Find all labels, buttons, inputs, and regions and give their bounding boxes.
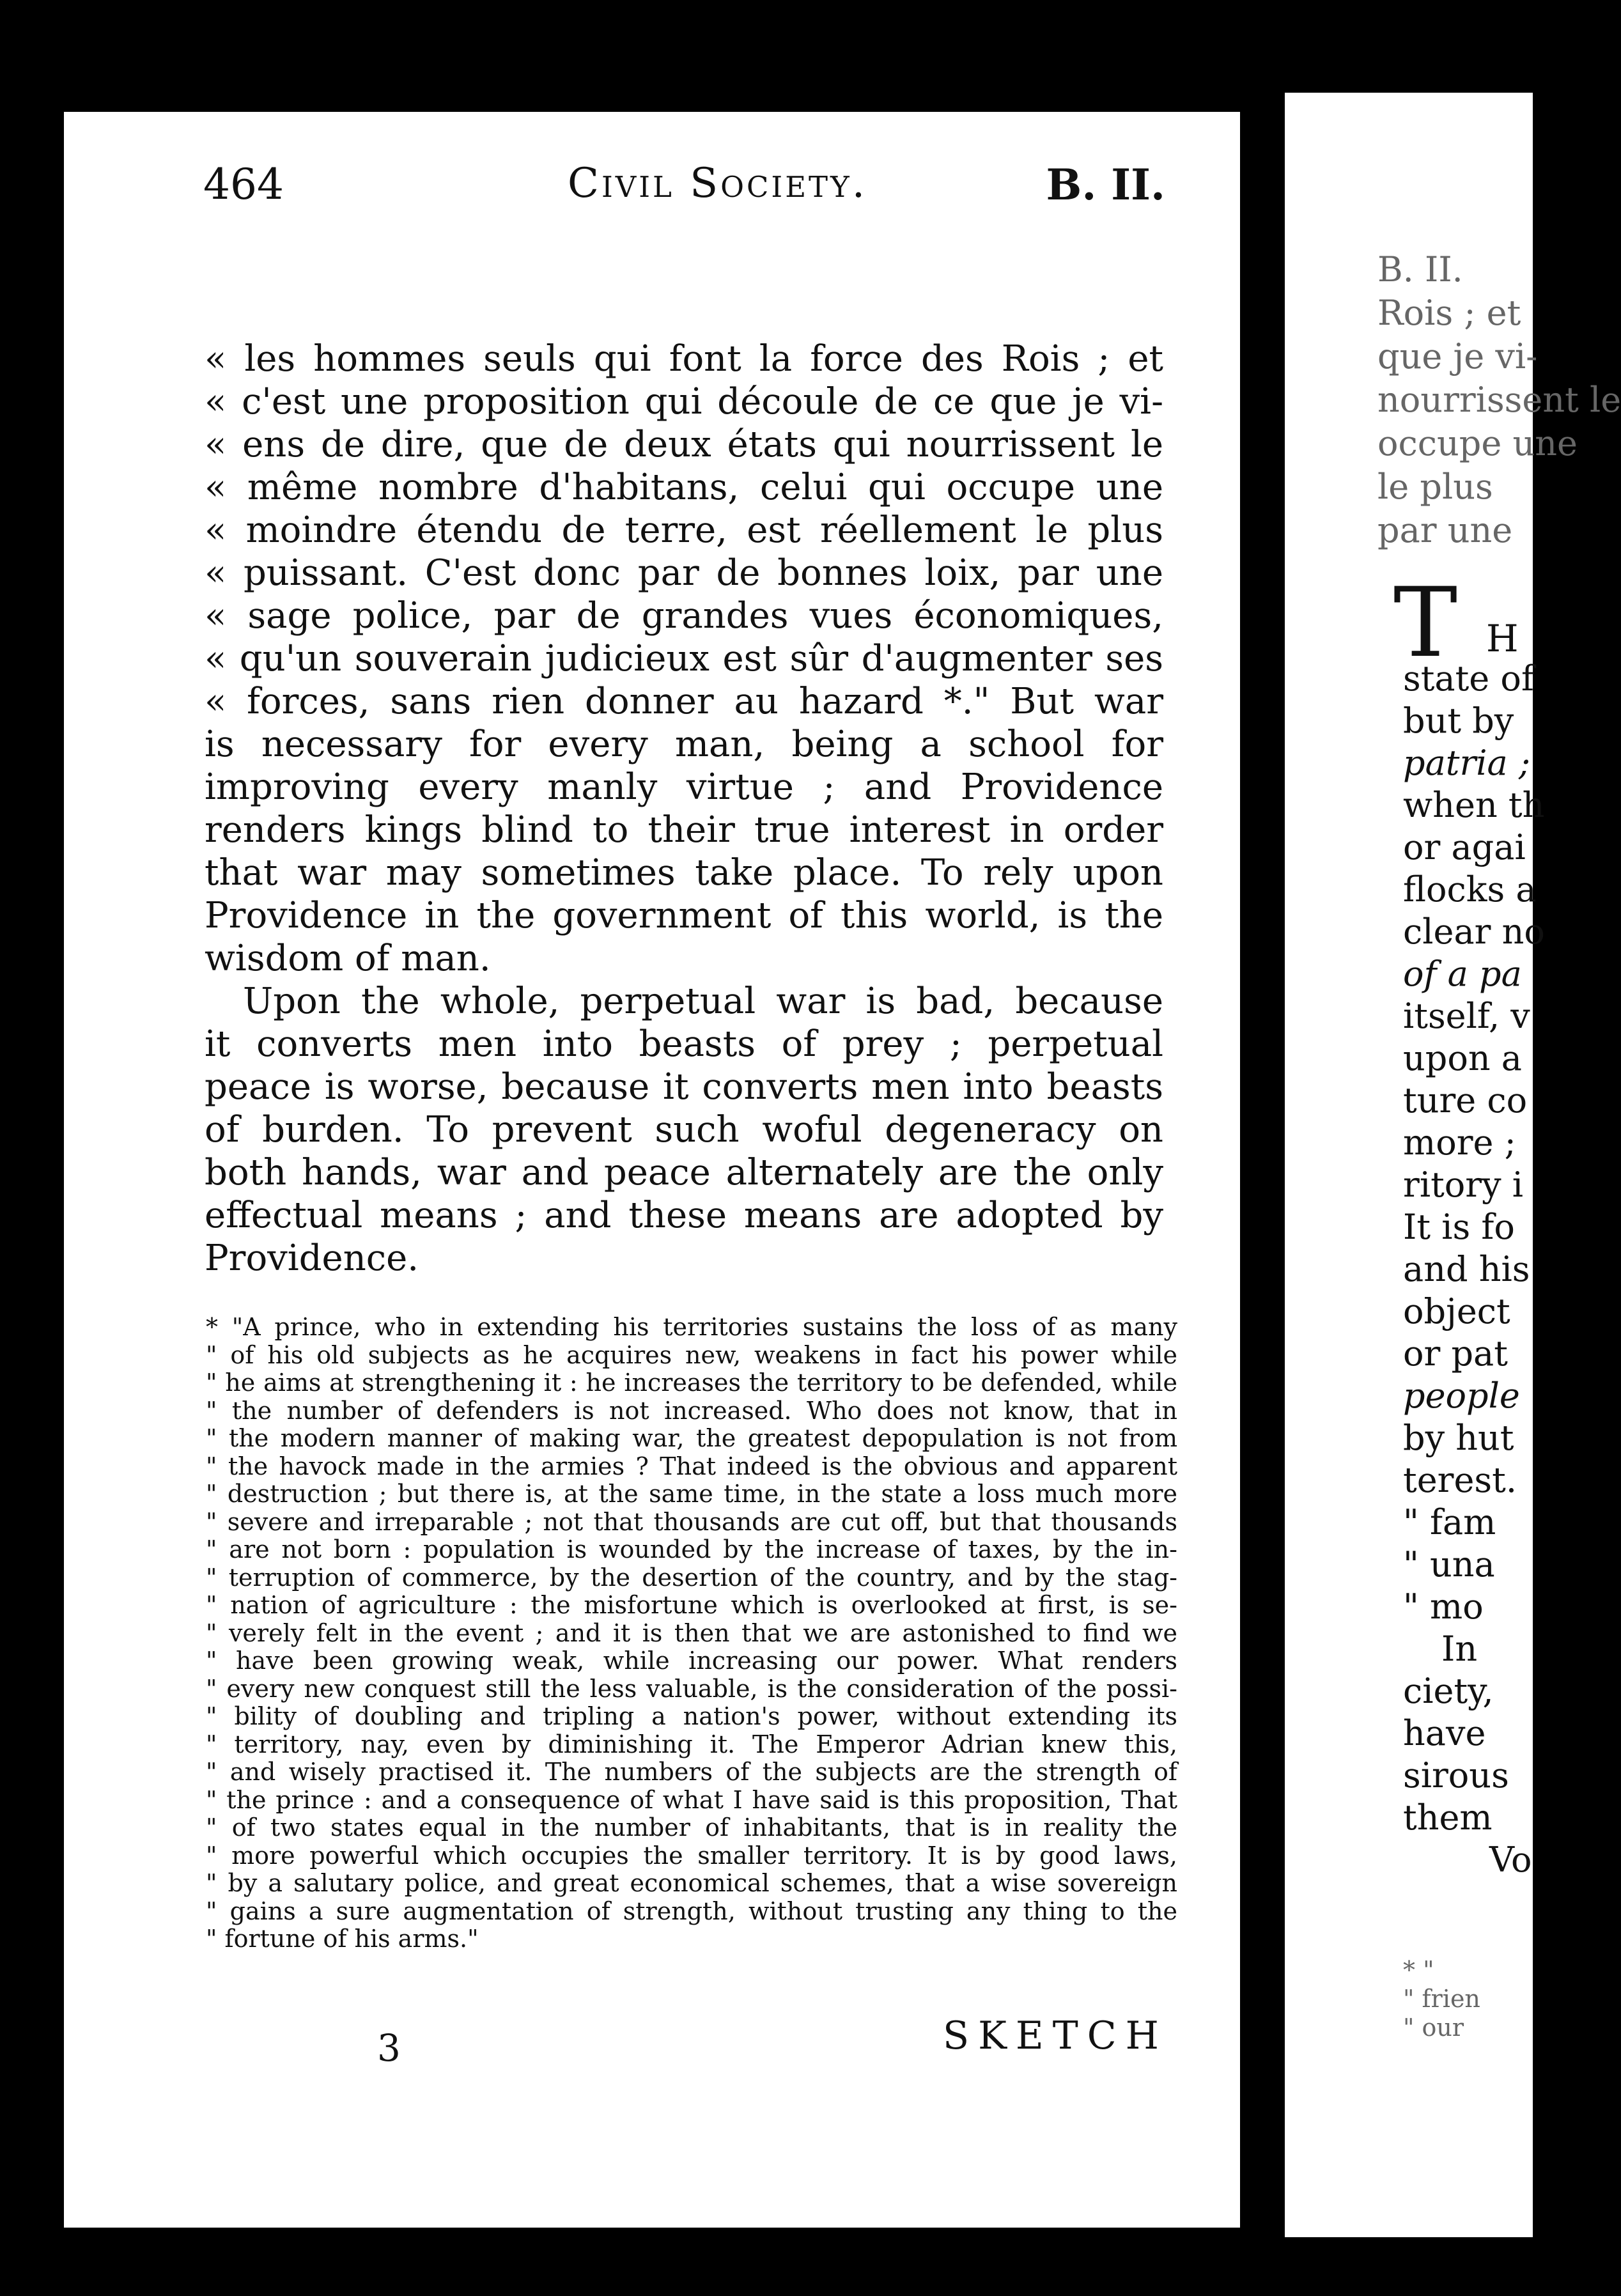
text-line: wisdom of man. (205, 938, 491, 979)
page-number: 464 (203, 160, 284, 209)
right-page-line: itself, v (1403, 996, 1530, 1036)
drop-cap-rest: H (1486, 617, 1519, 660)
right-page-line: upon a (1403, 1038, 1522, 1078)
right-page-fragment: par une (1377, 510, 1513, 550)
book-reference: B. II. (1046, 160, 1165, 210)
right-page-line: and his (1403, 1249, 1530, 1289)
right-page-line: sirous (1403, 1755, 1509, 1796)
running-title: Civil Society. (568, 160, 868, 207)
footnote-line: " have been growing weak, while increasing our power. What renders (206, 1647, 1177, 1675)
footnote-line: " more powerful which occupies the smaller territory. It is by good laws, (206, 1841, 1177, 1870)
right-page-line: " fam (1403, 1502, 1496, 1542)
right-page-line: but by (1403, 701, 1514, 741)
catchword: SKETCH (943, 2013, 1168, 2058)
right-page-fragment: le plus (1377, 467, 1493, 507)
right-page-line: or agai (1403, 827, 1526, 867)
right-page-line: people (1403, 1376, 1520, 1416)
footnote-line: " by a salutary police, and great economical schemes, that a wise sovereign (206, 1869, 1177, 1897)
text-line: « ens de dire, que de deux états qui nourrissent le (205, 424, 1163, 465)
footnote-line: " severe and irreparable ; not that thousands are cut off, but that thousands (206, 1507, 1177, 1536)
right-page-line: patria ; (1403, 743, 1531, 783)
signature-mark: 3 (377, 2026, 401, 2070)
text-line: of burden. To prevent such woful degeneracy on (205, 1109, 1163, 1151)
text-line: it converts men into beasts of prey ; perpetual (205, 1023, 1163, 1065)
footnote-line: " and wisely practised it. The numbers of the subjects are the strength of (206, 1758, 1177, 1786)
text-line: Upon the whole, perpetual war is bad, because (243, 981, 1163, 1022)
text-line: « moindre étendu de terre, est réellement le plus (205, 509, 1163, 551)
drop-cap: T (1393, 568, 1458, 679)
right-page-line: when th (1403, 785, 1545, 825)
right-page-line: clear no (1403, 911, 1545, 952)
footnote-line: " every new conquest still the less valuable, is the consideration of the possi- (206, 1674, 1177, 1703)
footnote (206, 1314, 1177, 1953)
right-page-line: state of (1403, 658, 1534, 699)
text-line: « qu'un souverain judicieux est sûr d'augmenter ses (205, 638, 1163, 679)
right-page-line: them (1403, 1797, 1493, 1838)
footnote-line: " of two states equal in the number of inhabitants, that is in reality the (206, 1813, 1177, 1842)
right-page-line: flocks a (1403, 869, 1537, 910)
footnote-line: " bility of doubling and tripling a nation's power, without extending its (206, 1702, 1177, 1730)
right-page-fragment: occupe une (1377, 423, 1578, 463)
right-page-line: or pat (1403, 1333, 1508, 1374)
right-page-fragment: nourrissent le (1377, 380, 1621, 420)
text-line: effectual means ; and these means are adopted by (205, 1195, 1163, 1236)
right-page-line: ritory i (1403, 1165, 1524, 1205)
text-line: Providence. (205, 1237, 419, 1279)
text-line: « puissant. C'est donc par de bonnes loix, par une (205, 552, 1163, 594)
text-line: that war may sometimes take place. To rely upon (205, 852, 1163, 894)
footnote-line: " territory, nay, even by diminishing it. The Emperor Adrian knew this, (206, 1730, 1177, 1758)
right-page-fragment: " frien (1403, 1985, 1480, 2013)
footnote-line: " the modern manner of making war, the greatest depopulation is not from (206, 1424, 1177, 1452)
right-page-line: terest. (1403, 1460, 1517, 1500)
text-line: both hands, war and peace alternately are the only (205, 1152, 1163, 1193)
right-page-line: ture co (1403, 1080, 1528, 1121)
text-line: « forces, sans rien donner au hazard *." But war (205, 681, 1163, 722)
right-page-line: It is fo (1403, 1207, 1515, 1247)
text-line: « même nombre d'habitans, celui qui occupe une (205, 467, 1163, 508)
right-page-line: more ; (1403, 1122, 1516, 1163)
right-page-line: object (1403, 1291, 1510, 1331)
main-text (205, 337, 1163, 1280)
page-header (203, 160, 1165, 237)
right-page-fragment: * " (1403, 1956, 1434, 1984)
text-line: is necessary for every man, being a school for (205, 724, 1163, 765)
right-page-fragment: " our (1403, 2013, 1464, 2042)
right-page-fragment: que je vi- (1377, 336, 1538, 376)
footnote-line: * "A prince, who in extending his territories sustains the loss of as many (206, 1313, 1177, 1341)
text-line: « les hommes seuls qui font la force des Rois ; et (205, 338, 1163, 380)
footnote-line: " terruption of commerce, by the desertion of the country, and by the stag- (206, 1563, 1177, 1592)
footnote-line: " verely felt in the event ; and it is then that we are astonished to find we (206, 1618, 1177, 1647)
footnote-line: " the number of defenders is not increased. Who does not know, that in (206, 1396, 1177, 1425)
footnote-line: " the havock made in the armies ? That indeed is the obvious and apparent (206, 1452, 1177, 1480)
footnote-line: " of his old subjects as he acquires new, weakens in fact his power while (206, 1340, 1177, 1369)
right-page-fragment: Rois ; et (1377, 293, 1521, 333)
text-line: renders kings blind to their true interest in order (205, 809, 1163, 851)
text-line: peace is worse, because it converts men into beasts (205, 1066, 1163, 1108)
text-line: « c'est une proposition qui découle de ce que je vi- (205, 381, 1163, 423)
right-page-line: Vo (1489, 1840, 1532, 1880)
footnote-line: " nation of agriculture : the misfortune which is overlooked at first, is se- (206, 1591, 1177, 1619)
text-line: Providence in the government of this world, is the (205, 895, 1163, 936)
footnote-line: " destruction ; but there is, at the same time, in the state a loss much more (206, 1480, 1177, 1508)
right-page-line: have (1403, 1713, 1486, 1753)
text-line: improving every manly virtue ; and Providence (205, 766, 1163, 808)
right-page-line: " mo (1403, 1586, 1484, 1627)
footnote-line: " are not born : population is wounded by the increase of taxes, by the in- (206, 1535, 1177, 1563)
right-page-line: by hut (1403, 1418, 1514, 1458)
footnote-line: " he aims at strengthening it : he increases the territory to be defended, while (206, 1369, 1177, 1397)
right-page-line: " una (1403, 1544, 1495, 1585)
right-page-fragment: B. II. (1377, 249, 1463, 290)
text-line: « sage police, par de grandes vues économiques, (205, 595, 1163, 637)
footnote-line: " fortune of his arms." (206, 1925, 479, 1953)
footnote-line: " the prince : and a consequence of what I have said is this proposition, That (206, 1785, 1177, 1814)
right-page-line: In (1441, 1629, 1478, 1669)
right-page-line: ciety, (1403, 1671, 1494, 1711)
right-page-line: of a pa (1403, 954, 1522, 994)
footnote-line: " gains a sure augmentation of strength, without trusting any thing to the (206, 1897, 1177, 1925)
